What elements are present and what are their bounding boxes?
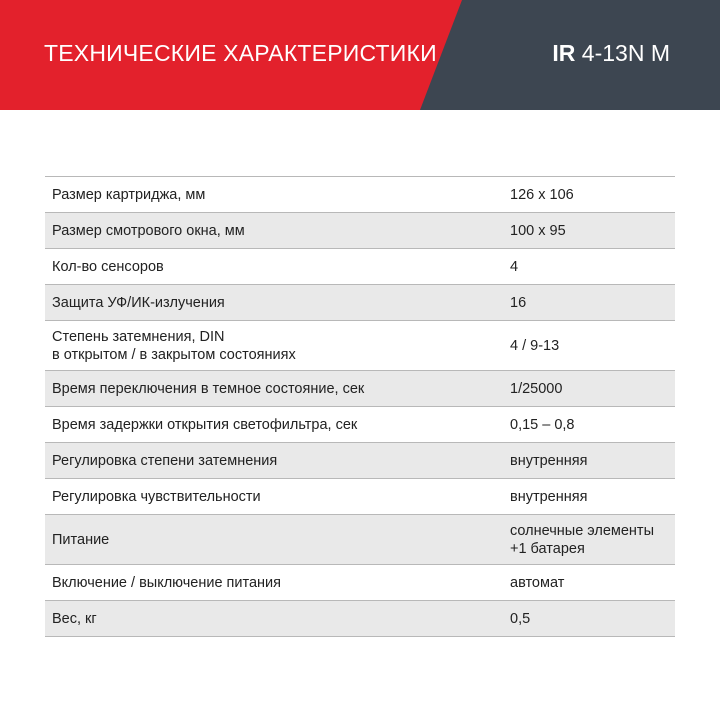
spec-name: Время переключения в темное состояние, сек <box>52 380 365 397</box>
spec-value: 4 <box>510 258 519 275</box>
spec-name: Вес, кг <box>52 610 97 627</box>
spec-row <box>45 515 675 565</box>
spec-value: 16 <box>510 294 527 311</box>
spec-name: Регулировка чувствительности <box>52 488 261 505</box>
spec-name <box>45 328 508 364</box>
spec-name: Размер картриджа, мм <box>52 186 206 203</box>
spec-name: Регулировка степени затемнения <box>52 452 278 469</box>
spec-name-line2: в открытом / в закрытом состояниях <box>52 346 296 363</box>
spec-value-line2: +1 батарея <box>510 540 585 557</box>
spec-row <box>45 285 675 321</box>
spec-name: Кол-во сенсоров <box>52 258 164 275</box>
model-name <box>552 40 670 67</box>
spec-name: Время задержки открытия светофильтра, сек <box>52 416 358 433</box>
spec-name-line1: Степень затемнения, DIN <box>52 328 225 345</box>
spec-name: Защита УФ/ИК-излучения <box>52 294 225 311</box>
spec-value: 4 / 9-13 <box>510 337 560 354</box>
spec-row <box>45 407 675 443</box>
spec-name: Питание <box>52 531 110 548</box>
spec-row <box>45 177 675 213</box>
specs-table <box>45 176 675 637</box>
spec-value: 0,15 – 0,8 <box>510 416 575 433</box>
spec-value: внутренняя <box>510 488 588 505</box>
model-name-rest: 4-13N M <box>575 40 670 66</box>
spec-row <box>45 565 675 601</box>
spec-value: 126 х 106 <box>510 186 574 203</box>
spec-value: 1/25000 <box>510 380 563 397</box>
spec-value: автомат <box>510 574 565 591</box>
spec-row <box>45 601 675 637</box>
spec-value: внутренняя <box>510 452 588 469</box>
spec-row <box>45 321 675 371</box>
spec-row <box>45 213 675 249</box>
page-title: ТЕХНИЧЕСКИЕ ХАРАКТЕРИСТИКИ <box>44 40 437 66</box>
spec-row <box>45 249 675 285</box>
spec-value: 100 х 95 <box>510 222 566 239</box>
header-banner <box>0 0 720 110</box>
spec-name: Размер смотрового окна, мм <box>52 222 245 239</box>
spec-row <box>45 371 675 407</box>
spec-value-line1: солнечные элементы <box>510 522 654 539</box>
model-name-bold: IR <box>552 40 576 66</box>
spec-row <box>45 479 675 515</box>
spec-value <box>508 522 675 558</box>
spec-row <box>45 443 675 479</box>
spec-name: Включение / выключение питания <box>52 574 281 591</box>
spec-value: 0,5 <box>510 610 531 627</box>
